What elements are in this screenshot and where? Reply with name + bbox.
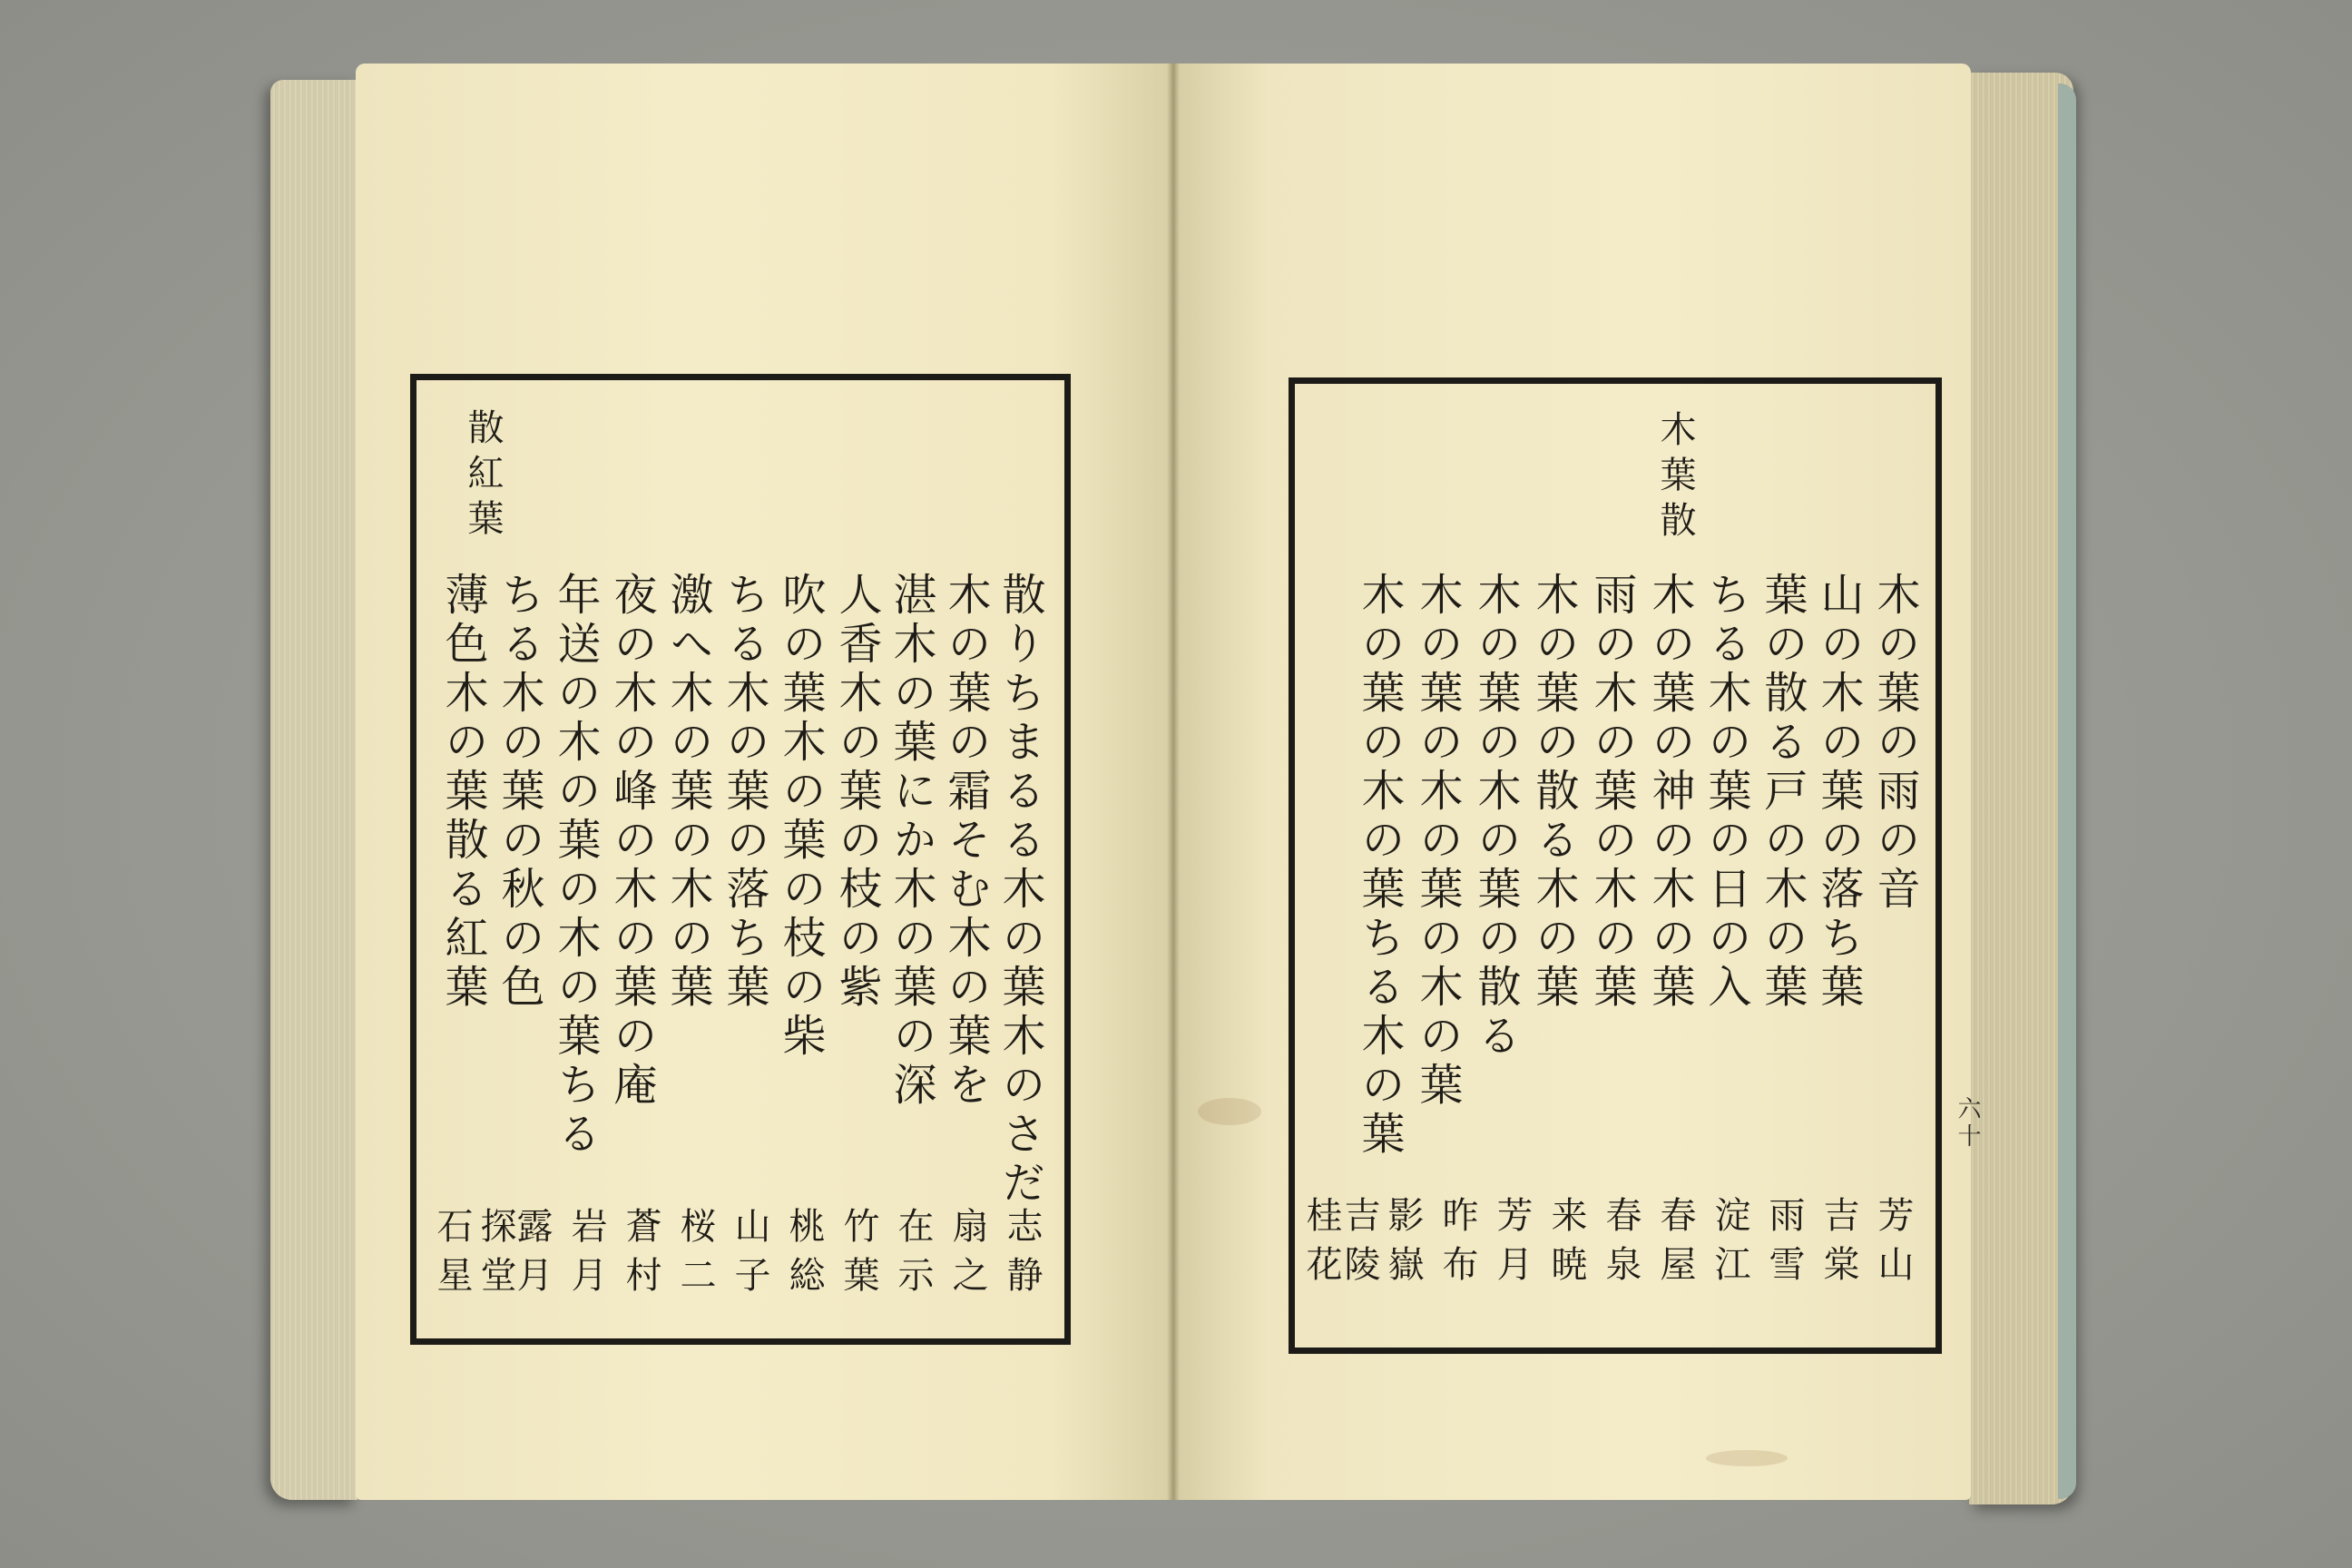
- right-page-title: 木葉散: [1654, 410, 1696, 546]
- author-name: 桜二: [674, 1207, 716, 1305]
- author-name: 芳山: [1872, 1196, 1914, 1294]
- verse-line: ちる木の葉の日の入: [1700, 572, 1751, 1013]
- author-name: 扇之: [946, 1207, 988, 1305]
- book-edge-left: [270, 80, 358, 1500]
- author-name: 岩月: [565, 1207, 607, 1305]
- author-name: 雨雪: [1763, 1196, 1805, 1294]
- book-cover-right: [2058, 83, 2076, 1499]
- author-name: 山子: [729, 1207, 770, 1305]
- verse-line: 木の葉の散る木の葉: [1528, 572, 1579, 1013]
- paper-stain: [1198, 1098, 1261, 1125]
- author-name: 吉棠: [1818, 1196, 1859, 1294]
- verse-line: 木の葉の霜そむ木の葉を: [940, 572, 991, 1111]
- verse-line: 薄色木の葉散る紅葉: [437, 572, 488, 1013]
- verse-line: 山の木の葉の落ち葉: [1813, 572, 1864, 1013]
- folio-number: 六十: [1954, 1096, 1981, 1151]
- verse-line: 人香木の葉の枝の紫: [831, 572, 882, 1013]
- author-name: 芳月: [1491, 1196, 1533, 1294]
- verse-line: 木の葉の木の葉の散る: [1470, 572, 1521, 1062]
- verse-line: 木の葉の雨の音: [1869, 572, 1920, 915]
- verse-line: 湛木の葉にか木の葉の深: [886, 572, 936, 1111]
- verse-line: ちる木の葉の秋の色: [494, 572, 544, 1013]
- verse-line: 散りちまるる木の葉木のさだ: [995, 572, 1045, 1209]
- author-name: 昨布: [1436, 1196, 1478, 1294]
- author-name: 桂花: [1300, 1196, 1342, 1294]
- verse-line: 木の葉の神の木の葉: [1644, 572, 1695, 1013]
- author-name: 探堂: [475, 1207, 516, 1305]
- verse-line: 雨の木の葉の木の葉: [1586, 572, 1637, 1013]
- verse-line: 葉の散る戸の木の葉: [1757, 572, 1808, 1013]
- author-name: 春屋: [1654, 1196, 1696, 1294]
- author-name: 影嶽: [1382, 1196, 1424, 1294]
- author-name: 志静: [1001, 1207, 1043, 1305]
- author-name: 蒼村: [620, 1207, 662, 1305]
- verse-line: 木の葉の木の葉ちる木の葉: [1354, 572, 1405, 1160]
- author-name: 桃総: [783, 1207, 825, 1305]
- verse-line: 年送の木の葉の木の葉ちる: [550, 572, 601, 1160]
- author-name: 淀江: [1709, 1196, 1750, 1294]
- author-name: 竹葉: [838, 1207, 879, 1305]
- author-name: 吉陵: [1338, 1196, 1380, 1294]
- left-page-title: 散紅葉: [462, 408, 504, 544]
- author-name: 春泉: [1600, 1196, 1642, 1294]
- paper-stain: [1706, 1450, 1788, 1466]
- verse-line: 夜の木の峰の木の葉の庵: [606, 572, 657, 1111]
- author-name: 石星: [431, 1207, 473, 1305]
- verse-line: 激へ木の葉の木の葉: [662, 572, 713, 1013]
- author-name: 来暁: [1545, 1196, 1587, 1294]
- verse-line: 吹の葉木の葉の枝の柴: [775, 572, 826, 1062]
- author-name: 露月: [511, 1207, 553, 1305]
- verse-line: 木の葉の木の葉の木の葉: [1412, 572, 1463, 1111]
- verse-line: ちる木の葉の落ち葉: [719, 572, 769, 1013]
- author-name: 在示: [892, 1207, 934, 1305]
- book-gutter: [1167, 64, 1180, 1500]
